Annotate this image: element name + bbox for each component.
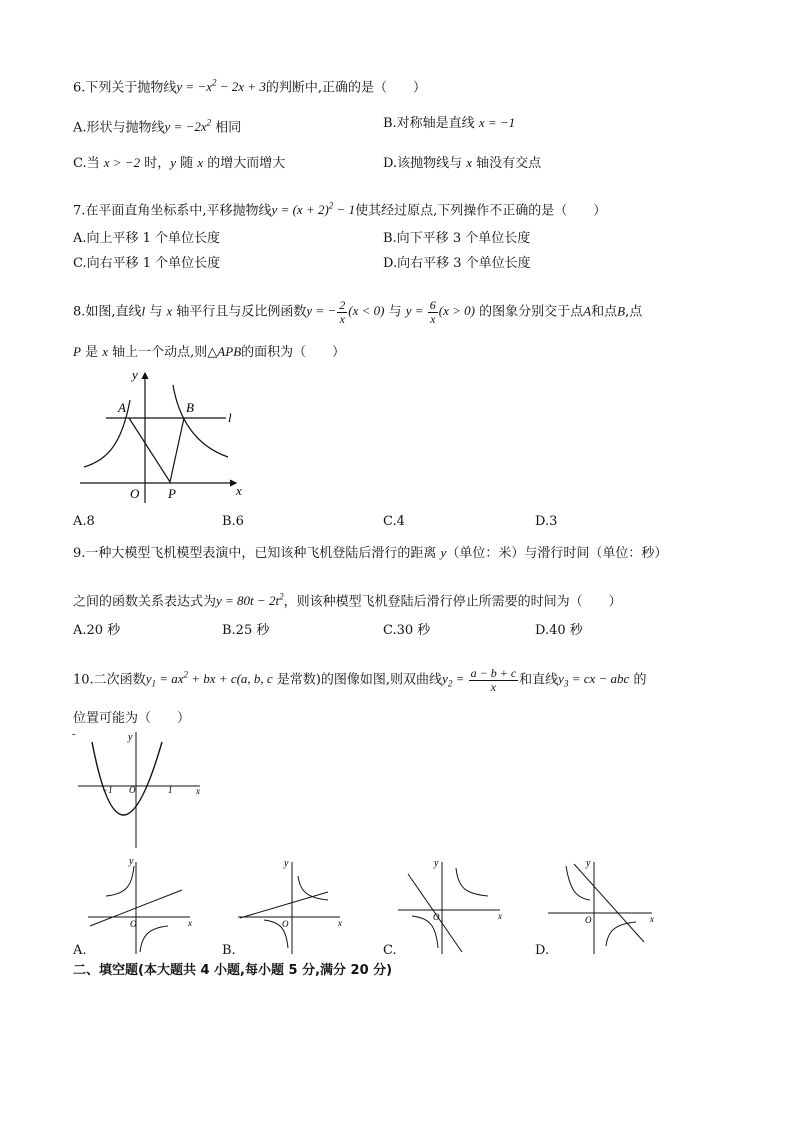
q6-option-d-text: D.该抛物线与 — [383, 156, 463, 171]
q8-stem-text: 8.如图,直线 — [73, 304, 142, 320]
q8-stem-e: 的图象分别交于点 — [479, 304, 584, 320]
q7-stem-text: 7.在平面直角坐标系中,平移抛物线 — [73, 203, 272, 219]
q7-option-b[interactable]: B.向下平移 3 个单位长度 — [383, 231, 531, 246]
q8-stem-line2 — [73, 343, 345, 362]
q9-stem-line2 — [73, 588, 622, 611]
q9-formula: $y = 80t - 2t^2$ — [216, 592, 284, 609]
q9-option-d[interactable]: D.40 秒 — [535, 623, 583, 638]
q8-P: P — [73, 344, 81, 359]
q6-option-d[interactable] — [383, 154, 541, 173]
q9-option-a[interactable]: A.20 秒 — [73, 623, 121, 638]
label-l: l — [228, 410, 232, 425]
label-y: y — [129, 856, 134, 867]
label-o: O — [130, 486, 140, 501]
q10-stem — [73, 662, 646, 697]
label-y: y — [434, 858, 439, 869]
q8-x: x — [166, 303, 173, 319]
label-y: y — [586, 858, 591, 869]
q8-line2-c: 的面积为（ ） — [241, 345, 346, 360]
label-x: x — [498, 911, 502, 921]
q10-hyperbola: $y_2$ = $\frac{a - b + c}{x}$ — [442, 665, 517, 694]
label-x: x — [196, 786, 200, 796]
q9-option-b[interactable]: B.25 秒 — [222, 623, 270, 638]
q9-line1-b: （单位：米）与滑行时间（单位：秒） — [446, 546, 668, 561]
q8-triangle: △APB — [207, 344, 242, 359]
q10-stem-text: 10.二次函数 — [73, 672, 146, 688]
q6-option-d-tail: 轴没有交点 — [476, 156, 542, 171]
q6-parabola: $y = -x^2 - 2x + 3$ — [176, 78, 266, 95]
q6-option-c-y: y — [170, 155, 177, 170]
q8-figure — [78, 365, 253, 505]
label-y: y — [132, 367, 138, 382]
q8-stem-c: 轴平行且与反比例函数 — [176, 304, 307, 320]
label-o: O — [585, 915, 592, 925]
q8-stem-d: 与 — [388, 304, 402, 320]
label-b: B — [186, 400, 194, 415]
q6-option-c[interactable] — [73, 154, 285, 173]
hyperbola-right — [173, 385, 228, 457]
q8-stem — [73, 299, 642, 326]
q7-option-c[interactable]: C.向右平移 1 个单位长度 — [73, 256, 221, 271]
q6-stem-tail: 的判断中,正确的是（ ） — [265, 80, 426, 96]
q10-option-a-graph[interactable] — [86, 856, 196, 956]
label-o: O — [130, 919, 137, 929]
q6-option-b-math: x = −1 — [478, 115, 516, 130]
q6-stem-text: 6.下列关于抛物线 — [73, 80, 177, 96]
q8-line2-b: 轴上一个动点,则 — [112, 345, 208, 360]
q7-stem-tail: 使其经过原点,下列操作不正确的是（ ） — [355, 203, 607, 219]
label-x: x — [188, 918, 192, 928]
q6-option-a-math: $y = -2x^2$ — [164, 118, 212, 135]
q9-line2-a: 之间的函数关系表达式为 — [73, 594, 217, 610]
q9-stem — [73, 544, 667, 563]
q10-option-b-graph[interactable] — [236, 856, 348, 956]
q6-option-c-text: C.当 — [73, 156, 100, 171]
label-o: O — [129, 785, 136, 795]
label-x: x — [236, 483, 242, 498]
q6-option-d-x: x — [466, 155, 473, 170]
q10-option-c[interactable]: C. — [383, 943, 397, 958]
q10-stem-line2: 位置可能为（ ） — [73, 711, 191, 726]
q8-f2: y = $\frac{6}{x}$ (x > 0) — [405, 298, 475, 326]
q6-option-b-text: B.对称轴是直线 — [383, 116, 475, 131]
label-x: x — [338, 918, 342, 928]
q7-stem — [73, 197, 606, 220]
q6-stem — [73, 74, 426, 97]
q6-option-a-tail: 相同 — [215, 120, 242, 136]
section-2-heading: 二、填空题(本大题共 4 小题,每小题 5 分,满分 20 分) — [73, 963, 393, 978]
q10-quadratic: $y_1 = ax^2$ + bx + c(a, b, c — [145, 670, 273, 689]
q8-stem-b: 与 — [149, 304, 163, 320]
q10-option-b[interactable]: B. — [222, 943, 236, 958]
q6-option-a[interactable] — [73, 114, 241, 137]
label-y: y — [128, 732, 133, 743]
hyperbola-lower-right — [606, 922, 636, 946]
q8-line2-a: 是 — [85, 345, 99, 360]
q6-option-c-x: x — [197, 155, 204, 170]
parabola — [92, 742, 162, 815]
label-y: y — [284, 858, 289, 869]
hyperbola-upper-left — [566, 866, 590, 900]
q8-x2: x — [102, 344, 109, 359]
q10-option-d[interactable]: D. — [535, 943, 550, 958]
hyperbola-upper-left — [106, 866, 134, 896]
q10-option-d-graph[interactable] — [546, 856, 658, 956]
q10-stem-c: 和直线 — [519, 672, 559, 688]
q9-line1: 9.一种大模型飞机模型表演中，已知该种飞机登陆后滑行的距离 — [73, 546, 437, 561]
label-p: P — [168, 486, 176, 501]
q8-option-c[interactable]: C.4 — [383, 514, 405, 529]
q8-stem-g: ,点 — [625, 304, 643, 320]
q8-option-d[interactable]: D.3 — [535, 514, 558, 529]
q6-option-c-mid2: 随 — [180, 156, 194, 171]
label-o: O — [433, 912, 440, 922]
q7-option-a[interactable]: A.向上平移 1 个单位长度 — [73, 231, 221, 246]
q9-y: y — [440, 545, 447, 560]
q8-option-a[interactable]: A.8 — [73, 514, 95, 529]
q8-f1: y = − $\frac{2}{x}$ (x < 0) — [306, 298, 385, 326]
q10-stem-b: 是常数)的图像如图,则双曲线 — [276, 672, 443, 688]
q10-option-a[interactable]: A. — [73, 943, 87, 958]
straight-line — [240, 892, 328, 918]
q10-line: $y_3$ = cx − abc — [558, 671, 630, 689]
q6-option-c-mid: 时， — [144, 156, 171, 171]
q10-parabola-figure — [72, 728, 212, 850]
straight-line — [574, 864, 644, 942]
q6-option-c-tail: 的增大而增大 — [207, 156, 286, 171]
q6-option-c-math: x > −2 — [103, 155, 141, 170]
q10-option-c-graph[interactable] — [396, 856, 506, 956]
label-neg1: −1 — [102, 785, 113, 795]
q7-parabola: $y = (x + 2)^2 - 1$ — [271, 201, 356, 218]
q6-option-a-text: A.形状与抛物线 — [73, 120, 165, 136]
q9-option-c[interactable]: C.30 秒 — [383, 623, 431, 638]
q8-B: B — [617, 303, 626, 319]
q8-A: A — [583, 303, 592, 319]
q8-l: l — [141, 303, 146, 319]
triangle-apb — [129, 418, 184, 482]
label-a: A — [118, 400, 126, 415]
q9-line2-b: ，则该种模型飞机登陆后滑行停止所需要的时间为（ ） — [283, 594, 622, 610]
q8-option-b[interactable]: B.6 — [222, 514, 244, 529]
label-x: x — [650, 914, 654, 924]
label-1: 1 — [168, 785, 173, 795]
hyperbola-upper-right — [456, 868, 488, 896]
figure-dash: - — [72, 729, 76, 740]
q8-stem-f: 和点 — [591, 304, 618, 320]
q6-option-b[interactable] — [383, 114, 515, 133]
label-o: O — [282, 919, 289, 929]
hyperbola-lower-right — [140, 926, 168, 952]
q7-option-d[interactable]: D.向右平移 3 个单位长度 — [383, 256, 531, 271]
q10-stem-d: 的 — [633, 672, 647, 688]
